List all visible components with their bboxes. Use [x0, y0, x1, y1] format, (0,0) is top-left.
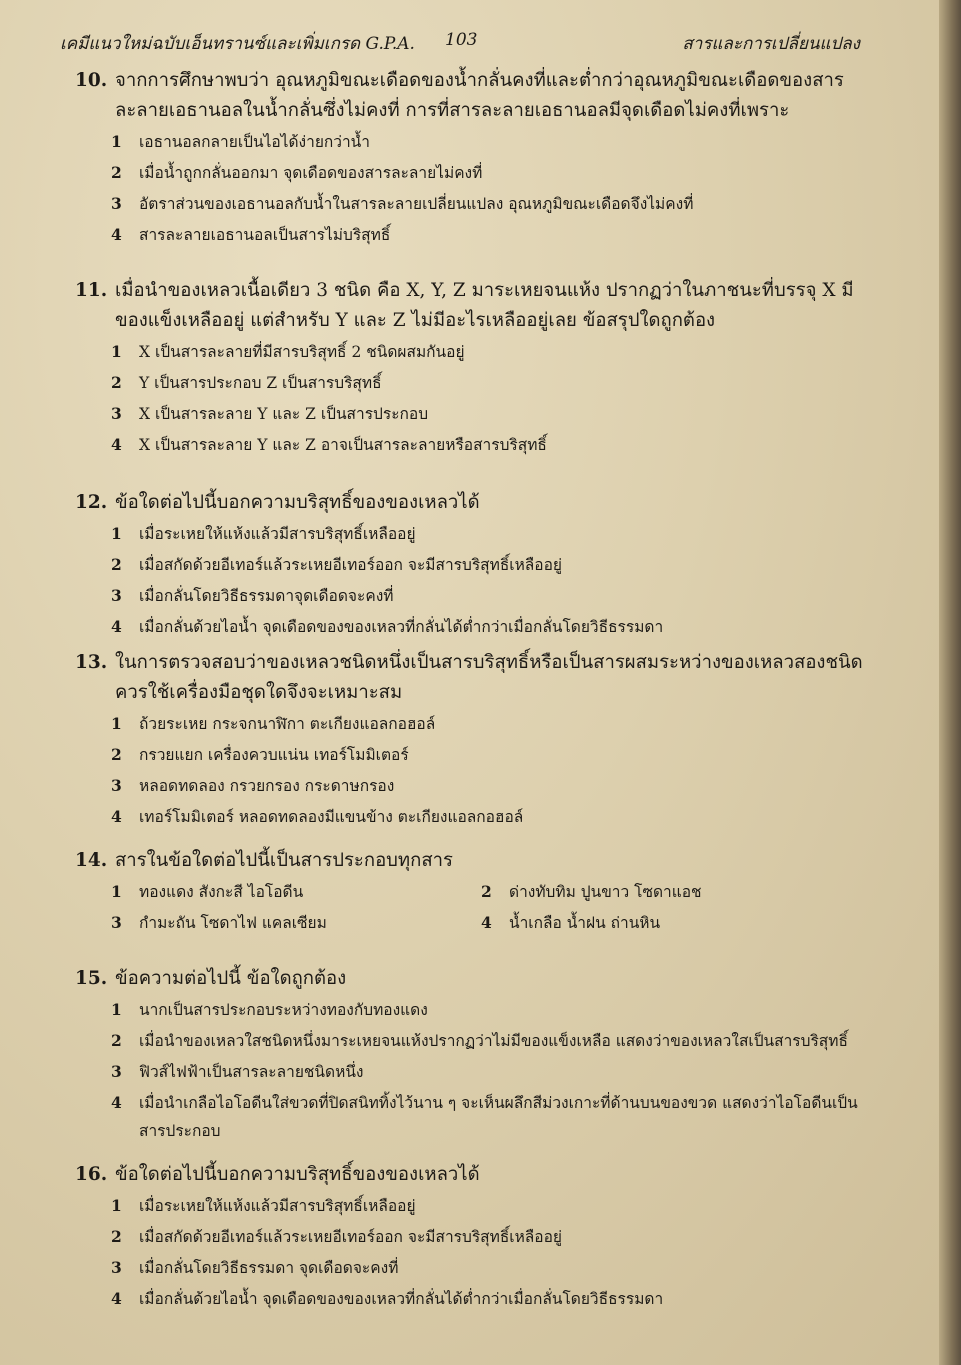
- option-number: 1: [111, 882, 122, 901]
- question-11: [75, 276, 865, 460]
- question-12: [75, 488, 865, 642]
- page-edge: [939, 0, 961, 1365]
- option-text: อัตราส่วนของเอธานอลกับน้ำในสารละลายเปลี่ยนแปลง อุณหภูมิขณะเดือดจึงไม่คงที่: [139, 195, 694, 213]
- option-text: เมื่อกลั่นด้วยไอน้ำ จุดเดือดของของเหลวที่กลั่นได้ต่ำกว่าเมื่อกลั่นโดยวิธีธรรมดา: [139, 618, 664, 636]
- option-number: 1: [111, 524, 122, 543]
- question-number: 13.: [75, 652, 108, 673]
- option-text: กำมะถัน โซดาไฟ แคลเซียม: [139, 914, 327, 932]
- option-number: 2: [111, 1031, 122, 1050]
- option-number: 1: [111, 714, 122, 733]
- option: [111, 1221, 865, 1252]
- question-text: สารในข้อใดต่อไปนี้เป็นสารประกอบทุกสาร: [115, 850, 453, 871]
- option-number: 3: [111, 586, 122, 605]
- question-text: เมื่อนำของเหลวเนื้อเดียว 3 ชนิด คือ X, Y, Z มาระเหยจนแห้ง ปรากฏว่าในภาชนะที่บรรจุ X มีของแข็งเหลืออยู่ แต่สำหรับ Y และ Z ไม่มีอะไรเหลืออยู่เลย ข้อสรุปใดถูกต้อง: [115, 280, 854, 331]
- option-number: 2: [111, 163, 122, 182]
- option-number: 3: [111, 1062, 122, 1081]
- option-text: เทอร์โมมิเตอร์ หลอดทดลองมีแขนข้าง ตะเกียงแอลกอฮอล์: [139, 808, 524, 826]
- option-text: กรวยแยก เครื่องควบแน่น เทอร์โมมิเตอร์: [139, 746, 409, 764]
- option: [111, 219, 865, 250]
- option: [111, 1190, 865, 1221]
- option-text: ทองแดง สังกะสี ไอโอดีน: [139, 883, 304, 901]
- question-text: ในการตรวจสอบว่าของเหลวชนิดหนึ่งเป็นสารบริสุทธิ์หรือเป็นสารผสมระหว่างของเหลวสองชนิด ควรใช้เครื่องมือชุดใดจึงจะเหมาะสม: [115, 652, 863, 703]
- option: [111, 1087, 865, 1145]
- option: [111, 876, 481, 907]
- option-number: 2: [111, 555, 122, 574]
- question-text: จากการศึกษาพบว่า อุณหภูมิขณะเดือดของน้ำกลั่นคงที่และต่ำกว่าอุณหภูมิขณะเดือดของสารละลายเอธานอลในน้ำกลั่นซึ่งไม่คงที่ การที่สารละลายเอธานอลมีจุดเดือดไม่คงที่เพราะ: [115, 70, 844, 121]
- option: [111, 1252, 865, 1283]
- option: [111, 770, 865, 801]
- question-text: ข้อความต่อไปนี้ ข้อใดถูกต้อง: [115, 968, 347, 989]
- option-text: เมื่อกลั่นโดยวิธีธรรมดา จุดเดือดจะคงที่: [139, 1259, 399, 1277]
- question-number: 15.: [75, 968, 108, 989]
- option: [111, 1056, 865, 1087]
- option: [111, 157, 865, 188]
- question-number: 10.: [75, 70, 108, 91]
- page-number: 103: [445, 30, 478, 50]
- question-13: [75, 648, 865, 832]
- option-text: เมื่อกลั่นด้วยไอน้ำ จุดเดือดของของเหลวที่กลั่นได้ต่ำกว่าเมื่อกลั่นโดยวิธีธรรมดา: [139, 1290, 664, 1308]
- option-text: น้ำเกลือ น้ำฝน ถ่านหิน: [509, 914, 661, 932]
- book-title: เคมีแนวใหม่ฉบับเอ็นทรานซ์และเพิ่มเกรด G.P.A.: [60, 34, 415, 54]
- option-text: X เป็นสารละลาย Y และ Z อาจเป็นสารละลายหรือสารบริสุทธิ์: [139, 436, 547, 454]
- option-text: สารละลายเอธานอลเป็นสารไม่บริสุทธิ์: [139, 226, 391, 244]
- option: [111, 188, 865, 219]
- option: [111, 398, 865, 429]
- option-number: 4: [111, 1289, 122, 1308]
- option: [111, 336, 865, 367]
- option-number: 1: [111, 1196, 122, 1215]
- option-number: 1: [111, 132, 122, 151]
- option: [111, 1025, 865, 1056]
- option-text: เมื่อนำเกลือไอโอดีนใส่ขวดที่ปิดสนิททิ้งไว้นาน ๆ จะเห็นผลึกสีม่วงเกาะที่ด้านบนของขวด แสดงว่าไอโอดีนเป็นสารประกอบ: [139, 1094, 858, 1140]
- option-number: 4: [111, 617, 122, 636]
- option-text: เมื่อนำของเหลวใสชนิดหนึ่งมาระเหยจนแห้งปรากฏว่าไม่มีของแข็งเหลือ แสดงว่าของเหลวใสเป็นสารบริสุทธิ์: [139, 1032, 848, 1050]
- option-number: 4: [111, 225, 122, 244]
- option-number: 2: [481, 882, 492, 901]
- option-number: 2: [111, 1227, 122, 1246]
- option: [111, 367, 865, 398]
- option: [111, 1283, 865, 1314]
- option-number: 1: [111, 1000, 122, 1019]
- option-number: 3: [111, 404, 122, 423]
- option-number: 4: [111, 435, 122, 454]
- option-text: X เป็นสารละลายที่มีสารบริสุทธิ์ 2 ชนิดผสมกันอยู่: [139, 343, 465, 361]
- option: [111, 708, 865, 739]
- option-number: 2: [111, 373, 122, 392]
- running-header: [60, 30, 860, 56]
- question-text: ข้อใดต่อไปนี้บอกความบริสุทธิ์ของของเหลวได้: [115, 492, 480, 513]
- option-text: เมื่อน้ำถูกกลั่นออกมา จุดเดือดของสารละลายไม่คงที่: [139, 164, 483, 182]
- option-text: ด่างทับทิม ปูนขาว โซดาแอช: [509, 883, 702, 901]
- option-text: หลอดทดลอง กรวยกรอง กระดาษกรอง: [139, 777, 395, 795]
- option-grid: [111, 876, 865, 938]
- option-text: เมื่อสกัดด้วยอีเทอร์แล้วระเหยอีเทอร์ออก จะมีสารบริสุทธิ์เหลืออยู่: [139, 556, 563, 574]
- option-number: 3: [111, 776, 122, 795]
- question-14: [75, 846, 865, 938]
- option-number: 3: [111, 1258, 122, 1277]
- option-text: เมื่อระเหยให้แห้งแล้วมีสารบริสุทธิ์เหลืออยู่: [139, 1197, 416, 1215]
- option: [481, 907, 871, 938]
- question-number: 14.: [75, 850, 108, 871]
- question-number: 11.: [75, 280, 108, 301]
- option-number: 1: [111, 342, 122, 361]
- option: [481, 876, 871, 907]
- question-number: 12.: [75, 492, 108, 513]
- question-text: ข้อใดต่อไปนี้บอกความบริสุทธิ์ของของเหลวได้: [115, 1164, 480, 1185]
- option-text: ฟิวส์ไฟฟ้าเป็นสารละลายชนิดหนึ่ง: [139, 1063, 364, 1081]
- option: [111, 429, 865, 460]
- option-text: Y เป็นสารประกอบ Z เป็นสารบริสุทธิ์: [139, 374, 382, 392]
- option-number: 3: [111, 913, 122, 932]
- option-text: เอธานอลกลายเป็นไอได้ง่ายกว่าน้ำ: [139, 133, 370, 151]
- question-number: 16.: [75, 1164, 108, 1185]
- chapter-title: สารและการเปลี่ยนแปลง: [682, 34, 860, 54]
- question-10: [75, 66, 865, 250]
- option: [111, 549, 865, 580]
- option-number: 4: [481, 913, 492, 932]
- option: [111, 580, 865, 611]
- option-text: นากเป็นสารประกอบระหว่างทองกับทองแดง: [139, 1001, 428, 1019]
- option: [111, 739, 865, 770]
- option-number: 2: [111, 745, 122, 764]
- option: [111, 611, 865, 642]
- question-15: [75, 964, 865, 1145]
- option: [111, 801, 865, 832]
- question-16: [75, 1160, 865, 1314]
- option: [111, 126, 865, 157]
- option-text: เมื่อระเหยให้แห้งแล้วมีสารบริสุทธิ์เหลืออยู่: [139, 525, 416, 543]
- option: [111, 518, 865, 549]
- option-number: 3: [111, 194, 122, 213]
- option-number: 4: [111, 1093, 122, 1112]
- option-text: X เป็นสารละลาย Y และ Z เป็นสารประกอบ: [139, 405, 429, 423]
- option-number: 4: [111, 807, 122, 826]
- option: [111, 907, 481, 938]
- option-text: ถ้วยระเหย กระจกนาฬิกา ตะเกียงแอลกอฮอล์: [139, 715, 436, 733]
- option: [111, 994, 865, 1025]
- option-text: เมื่อสกัดด้วยอีเทอร์แล้วระเหยอีเทอร์ออก จะมีสารบริสุทธิ์เหลืออยู่: [139, 1228, 563, 1246]
- option-text: เมื่อกลั่นโดยวิธีธรรมดาจุดเดือดจะคงที่: [139, 587, 394, 605]
